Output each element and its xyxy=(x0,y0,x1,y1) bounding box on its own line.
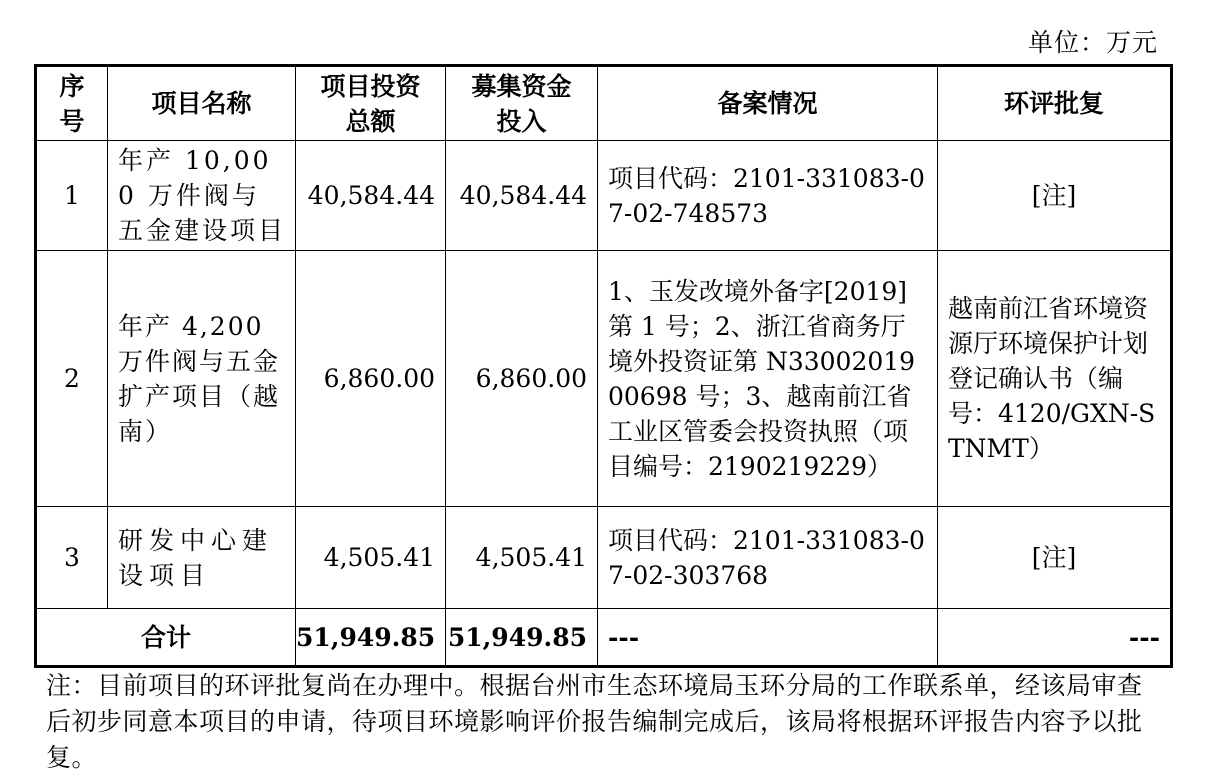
header-eia: 环评批复 xyxy=(938,66,1172,141)
header-raised: 募集资金投入 xyxy=(446,66,598,141)
cell-raised: 4,505.41 xyxy=(446,507,598,609)
cell-raised: 40,584.44 xyxy=(446,141,598,251)
header-seq: 序号 xyxy=(36,66,108,141)
header-total: 项目投资总额 xyxy=(296,66,446,141)
cell-seq: 1 xyxy=(36,141,108,251)
cell-total: 4,505.41 xyxy=(296,507,446,609)
total-row xyxy=(36,609,1172,667)
cell-name: 研发中心建设项目 xyxy=(108,507,296,609)
header-row xyxy=(36,66,1172,141)
total-total: 51,949.85 xyxy=(296,609,446,667)
total-label: 合计 xyxy=(36,609,296,667)
cell-eia: 越南前江省环境资源厅环境保护计划登记确认书（编号：4120/GXN-STNMT） xyxy=(938,251,1172,507)
cell-name: 年产 4,200 万件阀与五金扩产项目（越南） xyxy=(108,251,296,507)
unit-label: 单位：万元 xyxy=(1027,28,1158,57)
cell-total: 6,860.00 xyxy=(296,251,446,507)
cell-seq: 3 xyxy=(36,507,108,609)
footnote: 注：目前项目的环评批复尚在办理中。根据台州市生态环境局玉环分局的工作联系单，经该局审查后初步同意本项目的申请，待项目环境影响评价报告编制完成后，该局将根据环评报告内容予以批复。 xyxy=(46,671,1143,772)
investment-table xyxy=(34,64,1173,668)
cell-filing: 项目代码：2101-331083-07-02-748573 xyxy=(598,141,938,251)
cell-eia: [注] xyxy=(938,141,1172,251)
cell-filing: 1、玉发改境外备字[2019]第 1 号；2、浙江省商务厅境外投资证第 N3300201900698 号；3、越南前江省工业区管委会投资执照（项目编号：2190219229） xyxy=(598,251,938,507)
total-eia: --- xyxy=(938,609,1172,667)
cell-name: 年产 10,000 万件阀与五金建设项目 xyxy=(108,141,296,251)
cell-seq: 2 xyxy=(36,251,108,507)
header-name: 项目名称 xyxy=(108,66,296,141)
total-raised: 51,949.85 xyxy=(446,609,598,667)
cell-eia: [注] xyxy=(938,507,1172,609)
table-row xyxy=(36,141,1172,251)
header-filing: 备案情况 xyxy=(598,66,938,141)
table-row xyxy=(36,251,1172,507)
cell-total: 40,584.44 xyxy=(296,141,446,251)
cell-raised: 6,860.00 xyxy=(446,251,598,507)
cell-filing: 项目代码：2101-331083-07-02-303768 xyxy=(598,507,938,609)
table-row xyxy=(36,507,1172,609)
total-filing: --- xyxy=(598,609,938,667)
